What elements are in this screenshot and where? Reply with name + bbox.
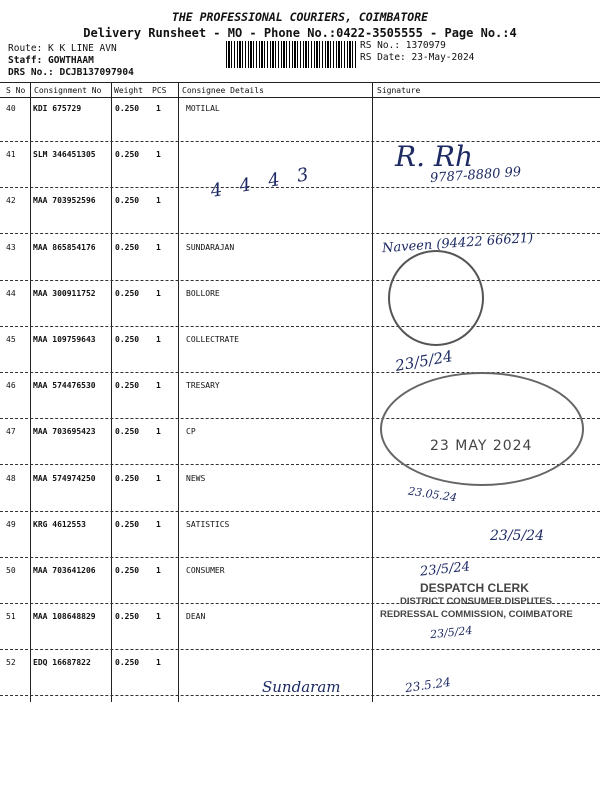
marks-r42: 4 4 4 3 xyxy=(208,163,317,202)
cell-sno: 40 xyxy=(6,104,16,113)
rs-date: RS Date: 23-May-2024 xyxy=(360,52,475,63)
cell-weight: 0.250 xyxy=(115,658,140,667)
staff-label: Staff: GOWTHAAM xyxy=(8,55,94,66)
cell-consignment: KDI 675729 xyxy=(33,104,82,113)
cell-pcs: 1 xyxy=(156,381,161,390)
row-divider xyxy=(0,511,600,512)
col-header-weight: Weight xyxy=(114,86,143,95)
row-divider xyxy=(0,187,600,188)
clerk-stamp-line3: REDRESSAL COMMISSION, COIMBATORE xyxy=(380,609,573,620)
date-r51: 23/5/24 xyxy=(429,623,473,642)
cell-weight: 0.250 xyxy=(115,474,140,483)
cell-sno: 49 xyxy=(6,520,16,529)
row-divider xyxy=(0,280,600,281)
clerk-stamp-line2: DISTRICT CONSUMER DISPUTES xyxy=(400,596,553,607)
cell-sno: 42 xyxy=(6,196,16,205)
cell-sno: 50 xyxy=(6,566,16,575)
cell-consignment: MAA 574974250 xyxy=(33,474,96,483)
cell-pcs: 1 xyxy=(156,566,161,575)
cell-consignment: MAA 865854176 xyxy=(33,243,96,252)
cell-sno: 46 xyxy=(6,381,16,390)
cell-pcs: 1 xyxy=(156,427,161,436)
round-seal-stamp xyxy=(388,250,484,346)
cell-sno: 52 xyxy=(6,658,16,667)
name-r52: Sundaram xyxy=(262,678,341,696)
cell-consignment: EDQ 16687822 xyxy=(33,658,91,667)
drs-label: DRS No.: DCJB137097904 xyxy=(8,67,134,78)
cell-consignee: COLLECTRATE xyxy=(186,335,239,344)
cell-consignee: DEAN xyxy=(186,612,206,621)
cell-pcs: 1 xyxy=(156,658,161,667)
cell-consignee: CONSUMER xyxy=(186,566,225,575)
cell-sno: 41 xyxy=(6,150,16,159)
cell-sno: 48 xyxy=(6,474,16,483)
date-r45: 23/5/24 xyxy=(393,347,454,375)
cell-consignee: BOLLORE xyxy=(186,289,220,298)
cell-sno: 45 xyxy=(6,335,16,344)
row-divider xyxy=(0,141,600,142)
date-r49: 23/5/24 xyxy=(490,528,544,544)
cell-pcs: 1 xyxy=(156,520,161,529)
cell-consignment: MAA 703641206 xyxy=(33,566,96,575)
clerk-stamp-title: DESPATCH CLERK xyxy=(420,581,529,595)
cell-pcs: 1 xyxy=(156,243,161,252)
cell-weight: 0.250 xyxy=(115,381,140,390)
cell-consignee: MOTILAL xyxy=(186,104,220,113)
signature-r52: 23.5.24 xyxy=(404,674,452,696)
col-divider xyxy=(372,82,373,702)
cell-weight: 0.250 xyxy=(115,150,140,159)
table-header-rule xyxy=(0,97,600,98)
cell-weight: 0.250 xyxy=(115,427,140,436)
cell-pcs: 1 xyxy=(156,104,161,113)
col-divider xyxy=(111,82,112,702)
cell-consignee: SUNDARAJAN xyxy=(186,243,235,252)
date-stamp-text: 23 MAY 2024 xyxy=(430,438,533,454)
cell-weight: 0.250 xyxy=(115,520,140,529)
col-header-consignee: Consignee Details xyxy=(182,86,264,95)
date-r50: 23/5/24 xyxy=(419,559,471,580)
cell-consignment: MAA 300911752 xyxy=(33,289,96,298)
table-top-rule xyxy=(0,82,600,83)
runsheet-title: Delivery Runsheet - MO - Phone No.:0422-3505555 - Page No.:4 xyxy=(83,26,517,40)
row-divider xyxy=(0,326,600,327)
cell-weight: 0.250 xyxy=(115,566,140,575)
cell-weight: 0.250 xyxy=(115,243,140,252)
cell-weight: 0.250 xyxy=(115,335,140,344)
cell-weight: 0.250 xyxy=(115,612,140,621)
row-divider xyxy=(0,557,600,558)
cell-pcs: 1 xyxy=(156,474,161,483)
cell-sno: 47 xyxy=(6,427,16,436)
col-divider xyxy=(30,82,31,702)
date-stamp xyxy=(380,372,584,486)
col-divider xyxy=(178,82,179,702)
cell-consignment: MAA 703695423 xyxy=(33,427,96,436)
cell-consignment: SLM 346451305 xyxy=(33,150,96,159)
cell-consignee: SATISTICS xyxy=(186,520,230,529)
cell-weight: 0.250 xyxy=(115,196,140,205)
cell-sno: 44 xyxy=(6,289,16,298)
cell-consignment: KRG 4612553 xyxy=(33,520,86,529)
col-header-consignment: Consignment No xyxy=(34,86,102,95)
barcode xyxy=(226,41,356,68)
row-divider xyxy=(0,372,600,373)
cell-pcs: 1 xyxy=(156,289,161,298)
cell-weight: 0.250 xyxy=(115,104,140,113)
cell-pcs: 1 xyxy=(156,612,161,621)
cell-weight: 0.250 xyxy=(115,289,140,298)
cell-sno: 51 xyxy=(6,612,16,621)
cell-consignment: MAA 703952596 xyxy=(33,196,96,205)
phone-r41: 9787-8880 99 xyxy=(429,164,522,187)
signature-r43: Naveen (94422 66621) xyxy=(381,230,534,257)
signature-r48: 23.05.24 xyxy=(407,484,458,505)
col-header-signature: Signature xyxy=(377,86,421,95)
cell-consignee: NEWS xyxy=(186,474,206,483)
cell-consignment: MAA 108648829 xyxy=(33,612,96,621)
cell-consignment: MAA 109759643 xyxy=(33,335,96,344)
rs-number: RS No.: 1370979 xyxy=(360,40,446,51)
route-label: Route: K K LINE AVN xyxy=(8,43,117,54)
cell-consignee: TRESARY xyxy=(186,381,220,390)
cell-pcs: 1 xyxy=(156,335,161,344)
cell-consignment: MAA 574476530 xyxy=(33,381,96,390)
cell-pcs: 1 xyxy=(156,150,161,159)
col-header-sno: S No xyxy=(6,86,26,95)
row-divider xyxy=(0,649,600,650)
col-header-pcs: PCS xyxy=(152,86,167,95)
cell-sno: 43 xyxy=(6,243,16,252)
cell-pcs: 1 xyxy=(156,196,161,205)
cell-consignee: CP xyxy=(186,427,196,436)
company-title: THE PROFESSIONAL COURIERS, COIMBATORE xyxy=(171,10,429,24)
signature-r41: R. Rh xyxy=(395,140,473,173)
